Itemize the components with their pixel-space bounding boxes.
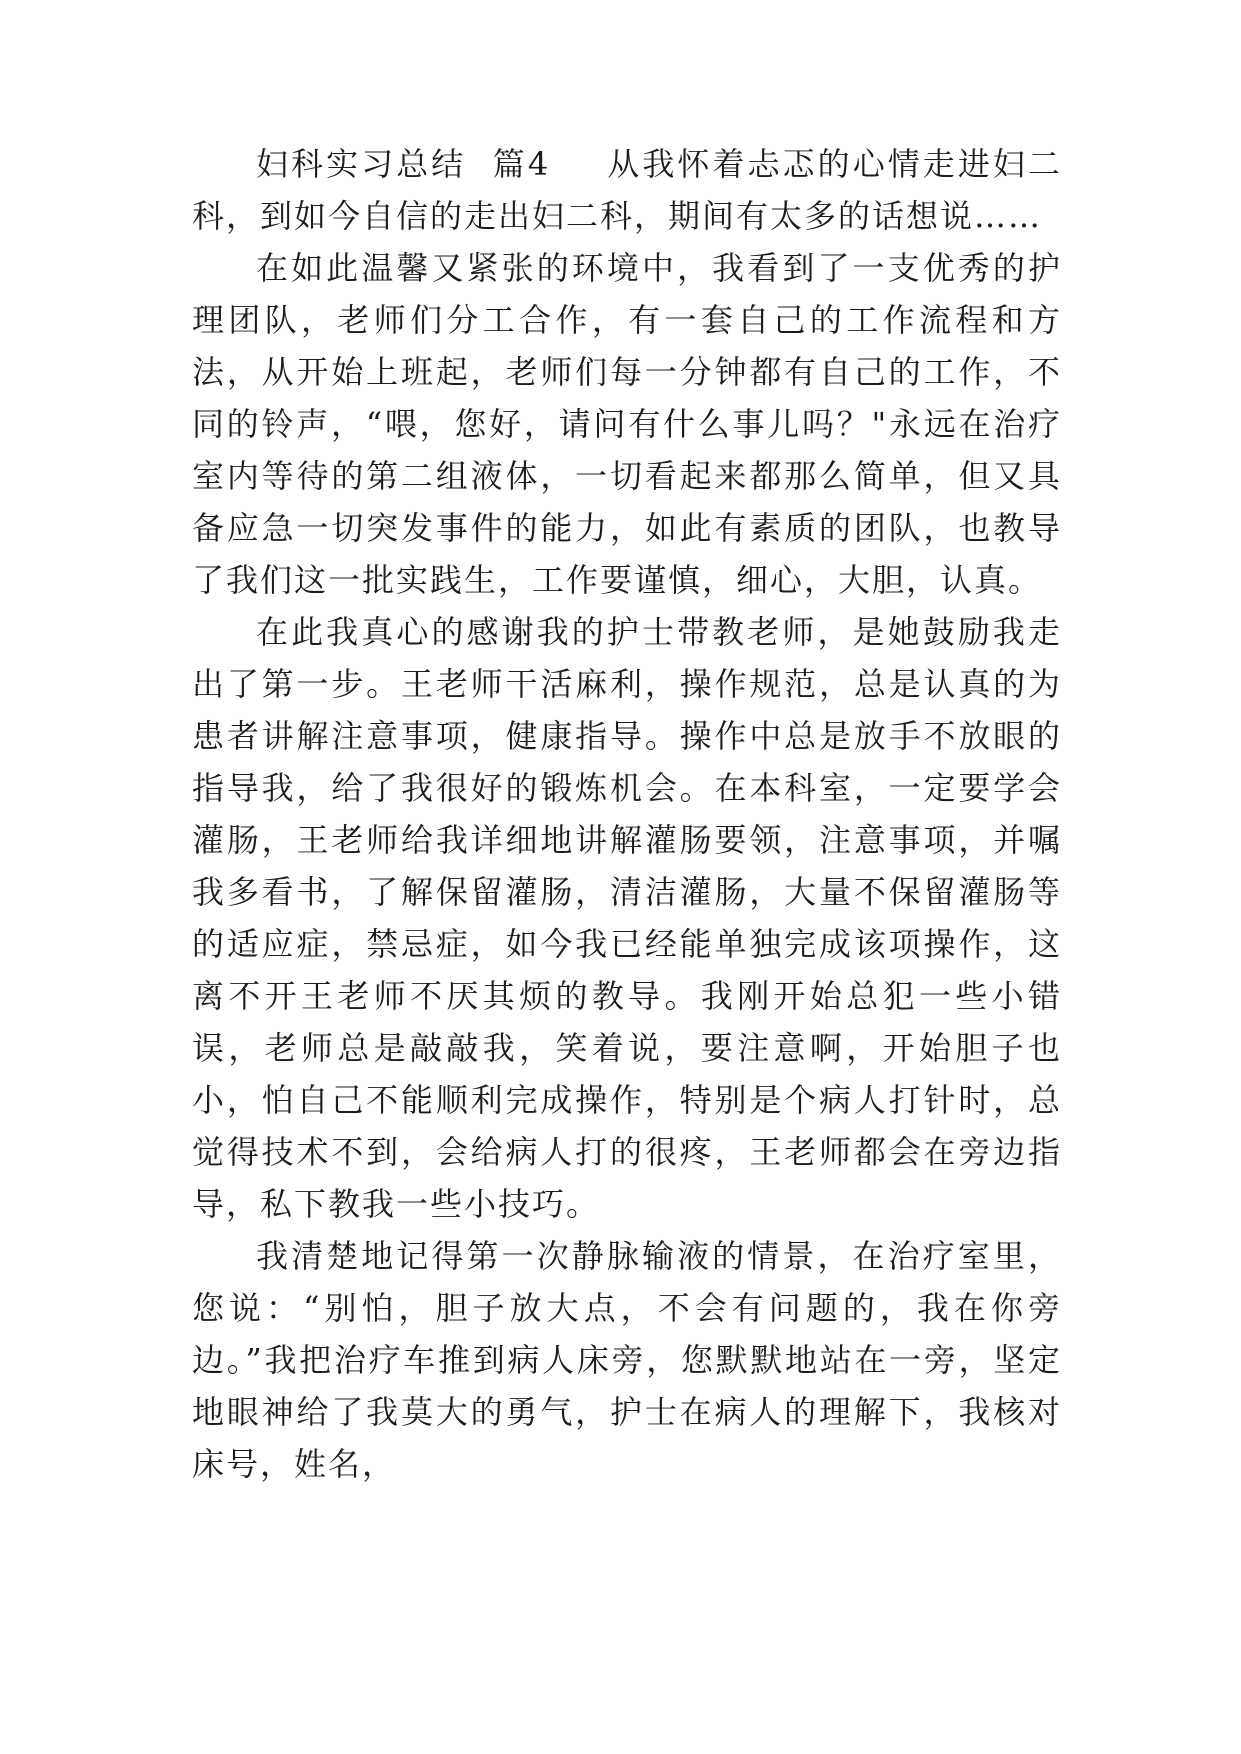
paragraph-2: 在此我真心的感谢我的护士带教老师，是她鼓励我走出了第一步。王老师干活麻利，操作规范，总是认真的为患者讲解注意事项，健康指导。操作中总是放手不放眼的指导我，给了我很好的锻炼机会。在本科室，一定要学会灌肠，王老师给我详细地讲解灌肠要领，注意事项，并嘱我多看书，了解保留灌肠，清洁灌肠，大量不保留灌肠等的适应症，禁忌症，如今我已经能单独完成该项操作，这离不开王老师不厌其烦的教导。我刚开始总犯一些小错误，老师总是敲敲我，笑着说，要注意啊，开始胆子也小，怕自己不能顺利完成操作，特别是个病人打针时，总觉得技术不到，会给病人打的很疼，王老师都会在旁边指导，私下教我一些小技巧。 xyxy=(192,613,1062,1223)
paragraph-3: 我清楚地记得第一次静脉输液的情景，在治疗室里，您说：“别怕，胆子放大点，不会有问题的，我在你旁边。”我把治疗车推到病人床旁，您默默地站在一旁，坚定地眼神给了我莫大的勇气，护士在病人的理解下，我核对床号，姓名， xyxy=(192,1237,1062,1483)
heading-paragraph xyxy=(192,138,1062,242)
intro-text: 从我怀着忐忑的心情走进妇二科，到如今自信的走出妇二科，期间有太多的话想说…… xyxy=(192,145,1062,235)
paragraph-1: 在如此温馨又紧张的环境中，我看到了一支优秀的护理团队，老师们分工合作，有一套自己的工作流程和方法，从开始上班起，老师们每一分钟都有自己的工作，不同的铃声，“喂，您好，请问有什么事儿吗？"永远在治疗室内等待的第二组液体，一切看起来都那么简单，但又具备应急一切突发事件的能力，如此有素质的团队，也教导了我们这一批实践生，工作要谨慎，细心，大胆，认真。 xyxy=(192,249,1062,599)
document-body xyxy=(192,138,1062,1490)
section-title: 妇科实习总结 篇4 xyxy=(256,145,551,183)
